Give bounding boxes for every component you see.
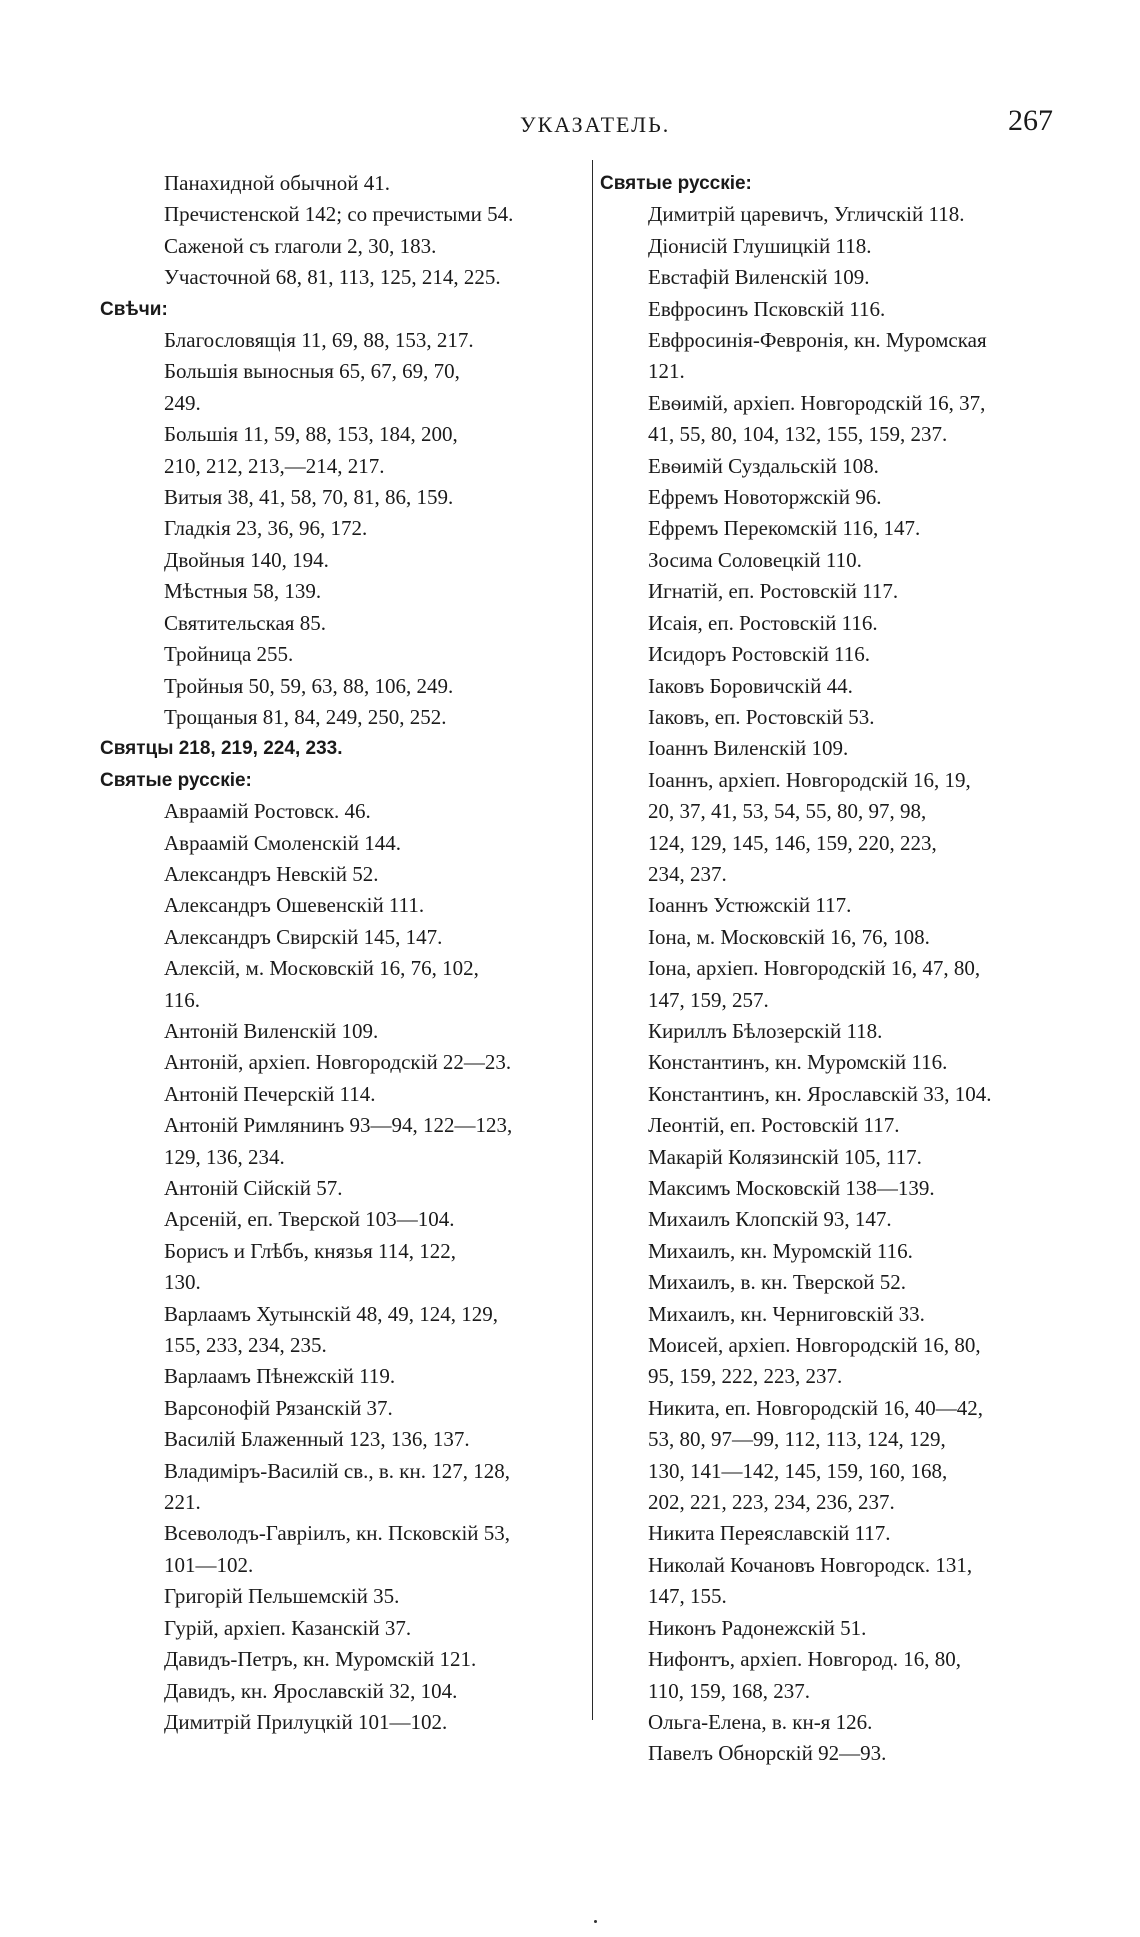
index-entry: Іоаннъ Устюжскій 117. [648, 893, 852, 918]
index-entry: Іоаннъ, архіеп. Новгородскій 16, 19, [648, 767, 971, 792]
index-entry: Варлаамъ Пѣнежскій 119. [164, 1364, 396, 1389]
index-entry: Діонисій Глушицкій 118. [648, 233, 872, 258]
index-entry-continuation: 155, 233, 234, 235. [164, 1333, 327, 1358]
index-entry: Никита Переяславскій 117. [648, 1521, 891, 1546]
index-entry: Іаковъ, еп. Ростовскій 53. [648, 704, 875, 729]
index-entry: Ефремъ Новоторжскій 96. [648, 485, 882, 510]
index-entry: Леонтій, еп. Ростовскій 117. [648, 1113, 900, 1138]
index-entry: Варсонофій Рязанскій 37. [164, 1395, 393, 1420]
index-entry-continuation: 110, 159, 168, 237. [648, 1678, 810, 1703]
index-entry: Макарій Колязинскій 105, 117. [648, 1144, 922, 1169]
index-entry-continuation: 210, 212, 213,—214, 217. [164, 453, 385, 478]
index-entry: Евфросинъ Псковскій 116. [648, 296, 886, 321]
index-entry: Большія выносныя 65, 67, 69, 70, [164, 359, 460, 384]
index-entry: Михаилъ, кн. Черниговскій 33. [648, 1301, 925, 1326]
index-entry-continuation: 130, 141—142, 145, 159, 160, 168, [648, 1458, 948, 1483]
index-entry-continuation: 53, 80, 97—99, 112, 113, 124, 129, [648, 1427, 946, 1452]
index-entry: Евстафій Виленскій 109. [648, 265, 870, 290]
index-entry: Благословящія 11, 69, 88, 153, 217. [164, 328, 474, 353]
index-entry: Гурій, архіеп. Казанскій 37. [164, 1615, 412, 1640]
index-entry-continuation: 41, 55, 80, 104, 132, 155, 159, 237. [648, 422, 948, 447]
index-entry: Тройныя 50, 59, 63, 88, 106, 249. [164, 673, 454, 698]
index-entry: Михаилъ, в. кн. Тверской 52. [648, 1270, 906, 1295]
index-entry: Николай Кочановъ Новгородск. 131, [648, 1552, 973, 1577]
index-entry: Антоній, архіеп. Новгородскій 22—23. [164, 1050, 512, 1075]
index-entry: Пречистенской 142; со пречистыми 54. [164, 202, 514, 227]
index-section-heading: Святые русскіе: [100, 769, 252, 791]
index-entry: Исаія, еп. Ростовскій 116. [648, 610, 878, 635]
index-entry: Іона, архіеп. Новгородскій 16, 47, 80, [648, 956, 981, 981]
index-entry-continuation: 124, 129, 145, 146, 159, 220, 223, [648, 830, 937, 855]
index-entry: Александръ Ошевенскій 111. [164, 893, 425, 918]
index-entry: Никита, еп. Новгородскій 16, 40—42, [648, 1395, 984, 1420]
index-entry: Давидъ, кн. Ярославскій 32, 104. [164, 1678, 458, 1703]
index-entry: Ефремъ Перекомскій 116, 147. [648, 516, 921, 541]
index-entry: Максимъ Московскій 138—139. [648, 1176, 935, 1200]
index-entry-continuation: 95, 159, 222, 223, 237. [648, 1364, 843, 1389]
index-entry: Зосима Соловецкій 110. [648, 547, 862, 572]
index-entry: Никонъ Радонежскій 51. [648, 1615, 867, 1640]
index-entry: Евфросинія-Февронія, кн. Муромская [648, 328, 987, 353]
index-entry-continuation: 121. [648, 359, 685, 384]
index-section-heading: Святцы 218, 219, 224, 233. [100, 738, 343, 760]
index-entry: Нифонтъ, архіеп. Новгород. 16, 80, [648, 1647, 962, 1672]
index-entry: Мѣстныя 58, 139. [164, 579, 322, 604]
index-entry: Димитрій Прилуцкій 101—102. [164, 1709, 448, 1734]
index-entry: Григорій Пельшемскій 35. [164, 1584, 400, 1609]
index-entry: Витыя 38, 41, 58, 70, 81, 86, 159. [164, 485, 454, 510]
index-entry-continuation: 202, 221, 223, 234, 236, 237. [648, 1490, 895, 1515]
index-entry-continuation: 130. [164, 1270, 201, 1295]
index-entry: Антоній Виленскій 109. [164, 1018, 379, 1043]
index-entry: Павелъ Обнорскій 92—93. [648, 1741, 887, 1766]
index-entry: Саженой съ глаголи 2, 30, 183. [164, 233, 437, 258]
index-entry-continuation: 221. [164, 1490, 201, 1515]
index-entry: Іона, м. Московскій 16, 76, 108. [648, 924, 930, 949]
index-entry: Исидоръ Ростовскій 116. [648, 642, 871, 667]
index-entry: Іаковъ Боровичскій 44. [648, 673, 853, 698]
index-entry: Александръ Свирскій 145, 147. [164, 924, 443, 949]
index-entry-continuation: 20, 37, 41, 53, 54, 55, 80, 97, 98, [648, 799, 927, 824]
print-speck [594, 1920, 597, 1923]
index-entry: Евѳимій, архіеп. Новгородскій 16, 37, [648, 390, 986, 415]
index-entry: Евѳимій Суздальскій 108. [648, 453, 879, 478]
index-entry-continuation: 116. [164, 987, 200, 1012]
index-entry: Варлаамъ Хутынскій 48, 49, 124, 129, [164, 1301, 499, 1326]
index-entry: Большія 11, 59, 88, 153, 184, 200, [164, 422, 458, 447]
index-entry: Антоній Сійскій 57. [164, 1176, 343, 1200]
index-entry: Константинъ, кн. Ярославскій 33, 104. [648, 1081, 992, 1106]
index-entry-continuation: 234, 237. [648, 861, 727, 886]
index-entry: Антоній Римлянинъ 93—94, 122—123, [164, 1113, 513, 1138]
index-entry: Святительская 85. [164, 610, 326, 635]
index-entry: Гладкія 23, 36, 96, 172. [164, 516, 368, 541]
index-entry: Давидъ-Петръ, кн. Муромскій 121. [164, 1647, 477, 1672]
index-entry-continuation: 129, 136, 234. [164, 1144, 285, 1169]
index-entry: Двойныя 140, 194. [164, 547, 329, 572]
index-entry: Константинъ, кн. Муромскій 116. [648, 1050, 948, 1075]
index-entry: Кириллъ Бѣлозерскій 118. [648, 1018, 883, 1043]
index-entry: Ольга-Елена, в. кн-я 126. [648, 1709, 873, 1734]
index-entry: Александръ Невскій 52. [164, 861, 379, 886]
index-entry: Алексій, м. Московскій 16, 76, 102, [164, 956, 479, 981]
page-number: 267 [1008, 104, 1053, 137]
index-entry: Трощаныя 81, 84, 249, 250, 252. [164, 704, 447, 729]
index-entry: Арсеній, еп. Тверской 103—104. [164, 1207, 455, 1232]
left-index-column [100, 168, 580, 1738]
index-entry: Тройница 255. [164, 642, 294, 667]
index-entry-continuation: 101—102. [164, 1552, 254, 1577]
index-entry: Игнатій, еп. Ростовскій 117. [648, 579, 899, 604]
index-entry: Михаилъ Клопскій 93, 147. [648, 1207, 892, 1232]
index-entry: Панахидной обычной 41. [164, 171, 391, 195]
index-entry-continuation: 147, 155. [648, 1584, 727, 1609]
index-entry: Василій Блаженный 123, 136, 137. [164, 1427, 470, 1452]
index-entry: Участочной 68, 81, 113, 125, 214, 225. [164, 265, 501, 290]
index-entry: Моисей, архіеп. Новгородскій 16, 80, [648, 1333, 981, 1358]
index-entry: Всеволодъ-Гавріилъ, кн. Псковскій 53, [164, 1521, 511, 1546]
index-entry-continuation: 147, 159, 257. [648, 987, 769, 1012]
column-divider [592, 160, 593, 1720]
index-entry-continuation: 249. [164, 390, 201, 415]
index-entry: Антоній Печерскій 114. [164, 1081, 376, 1106]
index-entry: Михаилъ, кн. Муромскій 116. [648, 1238, 913, 1263]
index-entry: Владиміръ-Василій св., в. кн. 127, 128, [164, 1458, 510, 1483]
index-entry: Іоаннъ Виленскій 109. [648, 736, 849, 761]
index-section-heading: Свѣчи: [100, 298, 168, 320]
index-entry: Димитрій царевичъ, Угличскій 118. [648, 202, 965, 227]
index-entry: Борисъ и Глѣбъ, князья 114, 122, [164, 1238, 457, 1263]
index-entry: Авраамій Смоленскій 144. [164, 830, 401, 855]
index-entry: Авраамій Ростовск. 46. [164, 799, 371, 824]
running-header: УКАЗАТЕЛЬ. [520, 112, 671, 137]
index-section-heading: Святые русскіе: [600, 173, 752, 194]
right-index-column [600, 168, 1080, 1770]
